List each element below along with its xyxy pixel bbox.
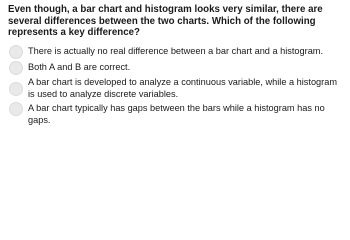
answer-option-label: A bar chart typically has gaps between the bars while a histogram has no gaps.	[28, 103, 325, 125]
radio-button[interactable]	[9, 45, 23, 59]
radio-button[interactable]	[9, 61, 23, 75]
radio-button[interactable]	[9, 82, 23, 96]
answer-option-label: A bar chart is developed to analyze a continuous variable, while a histogram is used to analyze discrete variables.	[28, 77, 337, 99]
radio-button[interactable]	[9, 102, 23, 116]
answer-option-label: Both A and B are correct.	[28, 62, 131, 72]
question-text: Even though, a bar chart and histogram looks very similar, there are several differences between the two charts. Which of the following represents a key difference?	[8, 4, 323, 38]
answer-option-label: There is actually no real difference between a bar chart and a histogram.	[28, 46, 324, 56]
